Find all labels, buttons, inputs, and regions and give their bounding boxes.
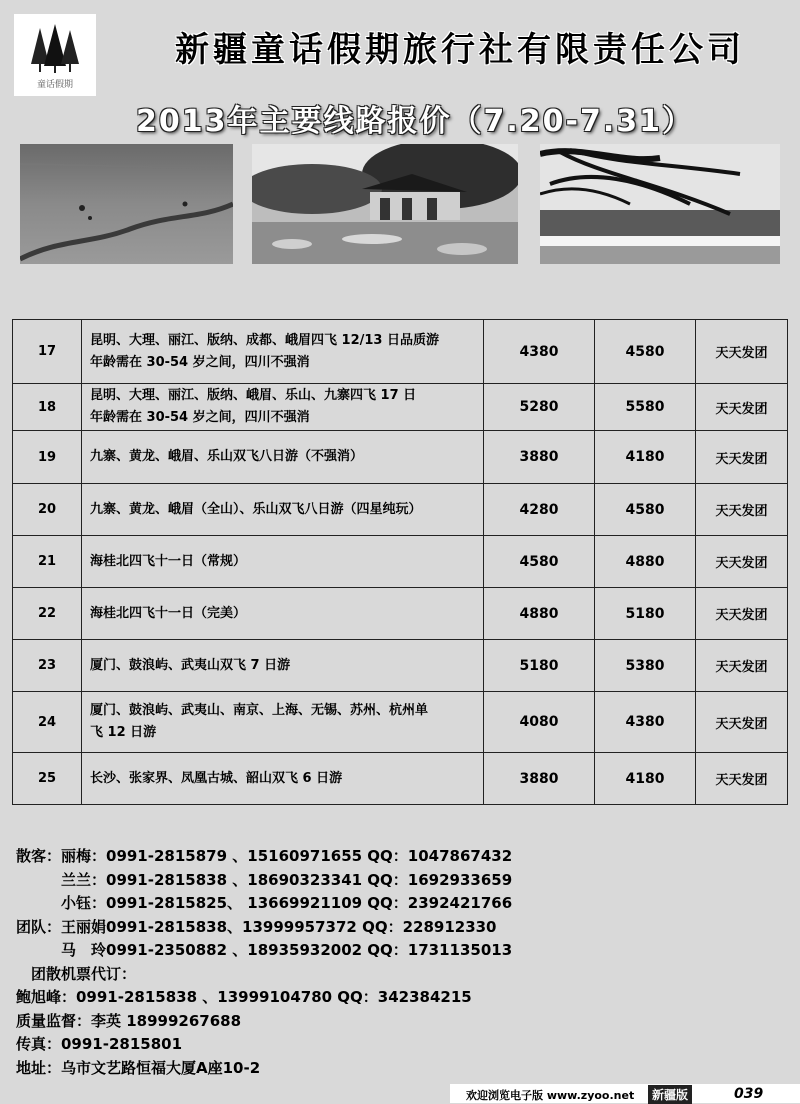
route-description	[82, 536, 484, 588]
route-number: 17	[13, 320, 82, 384]
contact-line: 鲍旭峰：0991-2815838 、13999104780 QQ：342384215	[16, 988, 472, 1006]
departure-schedule: 天天发团	[696, 588, 788, 640]
departure-schedule: 天天发团	[696, 536, 788, 588]
adult-price: 4380	[484, 320, 595, 384]
table-row	[13, 384, 788, 431]
peak-price: 5380	[595, 640, 696, 692]
route-line: 海桂北四飞十一日（常规）	[90, 553, 247, 569]
route-number: 21	[13, 536, 82, 588]
route-number: 23	[13, 640, 82, 692]
route-number: 20	[13, 484, 82, 536]
departure-schedule: 天天发团	[696, 320, 788, 384]
edition-badge: 新疆版	[648, 1085, 692, 1104]
departure-schedule: 天天发团	[696, 484, 788, 536]
table-row	[13, 536, 788, 588]
route-line: 飞 12 日游	[90, 725, 157, 740]
departure-schedule: 天天发团	[696, 431, 788, 484]
route-description	[82, 484, 484, 536]
adult-price: 3880	[484, 431, 595, 484]
route-line: 海桂北四飞十一日（完美）	[90, 605, 247, 621]
route-line: 九寨、黄龙、峨眉、乐山双飞八日游（不强消）	[90, 449, 364, 464]
pavilion-icon	[252, 144, 518, 264]
route-description	[82, 588, 484, 640]
table-row	[13, 692, 788, 753]
departure-schedule: 天天发团	[696, 384, 788, 431]
route-line: 厦门、鼓浪屿、武夷山、南京、上海、无锡、苏州、杭州单	[90, 703, 429, 718]
route-line: 昆明、大理、丽江、版纳、成都、峨眉四飞 12/13 日品质游	[90, 332, 439, 348]
price-list-title: 2013年主要线路报价（7.20-7.31）	[136, 104, 694, 139]
peak-price: 4880	[595, 536, 696, 588]
footer-bar	[450, 1084, 800, 1103]
contact-line: 团队：王丽娟0991-2815838、13999957372 QQ：228912330	[16, 917, 497, 936]
route-line: 九寨、黄龙、峨眉（全山）、乐山双飞八日游（四星纯玩）	[90, 501, 422, 517]
route-description	[82, 431, 484, 484]
contact-line: 传真：0991-2815801	[16, 1035, 183, 1053]
table-row	[13, 753, 788, 805]
tree-logo-icon	[28, 22, 82, 74]
adult-price: 4580	[484, 536, 595, 588]
adult-price: 4080	[484, 692, 595, 753]
table-row	[13, 640, 788, 692]
route-description	[82, 753, 484, 805]
table-row	[13, 320, 788, 384]
route-price-table	[12, 319, 788, 805]
route-number: 19	[13, 431, 82, 484]
company-logo	[14, 14, 96, 96]
peak-price: 4580	[595, 484, 696, 536]
route-line: 年龄需在 30-54 岁之间，四川不强消	[90, 410, 310, 425]
grassland-icon	[20, 144, 233, 264]
beach-photo	[540, 144, 780, 264]
page-number: 039	[734, 1086, 764, 1102]
pavilion-photo	[252, 144, 518, 264]
adult-price: 4280	[484, 484, 595, 536]
adult-price: 4880	[484, 588, 595, 640]
route-line: 昆明、大理、丽江、版纳、峨眉、乐山、九寨四飞 17 日	[90, 388, 417, 403]
departure-schedule: 天天发团	[696, 753, 788, 805]
peak-price: 4380	[595, 692, 696, 753]
contact-line: 散客：丽梅：0991-2815879 、15160971655 QQ：1047867432	[16, 847, 513, 865]
route-description	[82, 692, 484, 753]
peak-price: 5180	[595, 588, 696, 640]
table-row	[13, 431, 788, 484]
beach-palm-icon	[540, 144, 780, 264]
route-number: 24	[13, 692, 82, 753]
departure-schedule: 天天发团	[696, 640, 788, 692]
contact-line: 质量监督：李英 18999267688	[16, 1011, 242, 1030]
company-name: 新疆童话假期旅行社有限责任公司	[175, 30, 745, 70]
peak-price: 4580	[595, 320, 696, 384]
contact-line: 小钰：0991-2815825、 13669921109 QQ：2392421766	[16, 894, 513, 912]
adult-price: 3880	[484, 753, 595, 805]
footer-text: 欢迎浏览电子版 www.zyoo.net	[466, 1089, 635, 1102]
adult-price: 5180	[484, 640, 595, 692]
route-description	[82, 384, 484, 431]
route-line: 年龄需在 30-54 岁之间，四川不强消	[90, 354, 310, 370]
contact-line: 马 玲0991-2350882 、18935932002 QQ：1731135013	[16, 941, 513, 959]
peak-price: 4180	[595, 431, 696, 484]
contact-list	[16, 845, 512, 1080]
grassland-photo	[20, 144, 233, 264]
route-number: 22	[13, 588, 82, 640]
contact-line: 地址：乌市文艺路恒福大厦A座10-2	[16, 1058, 261, 1077]
route-description	[82, 640, 484, 692]
route-number: 25	[13, 753, 82, 805]
adult-price: 5280	[484, 384, 595, 431]
route-number: 18	[13, 384, 82, 431]
route-line: 厦门、鼓浪屿、武夷山双飞 7 日游	[90, 657, 291, 673]
table-row	[13, 484, 788, 536]
contact-line: 兰兰：0991-2815838 、18690323341 QQ：1692933659	[16, 870, 513, 889]
peak-price: 5580	[595, 384, 696, 431]
peak-price: 4180	[595, 753, 696, 805]
contact-line: 团散机票代订：	[16, 964, 137, 983]
departure-schedule: 天天发团	[696, 692, 788, 753]
table-row	[13, 588, 788, 640]
logo-text: 童话假期	[36, 80, 73, 90]
route-line: 长沙、张家界、凤凰古城、韶山双飞 6 日游	[90, 770, 343, 786]
route-description	[82, 320, 484, 384]
